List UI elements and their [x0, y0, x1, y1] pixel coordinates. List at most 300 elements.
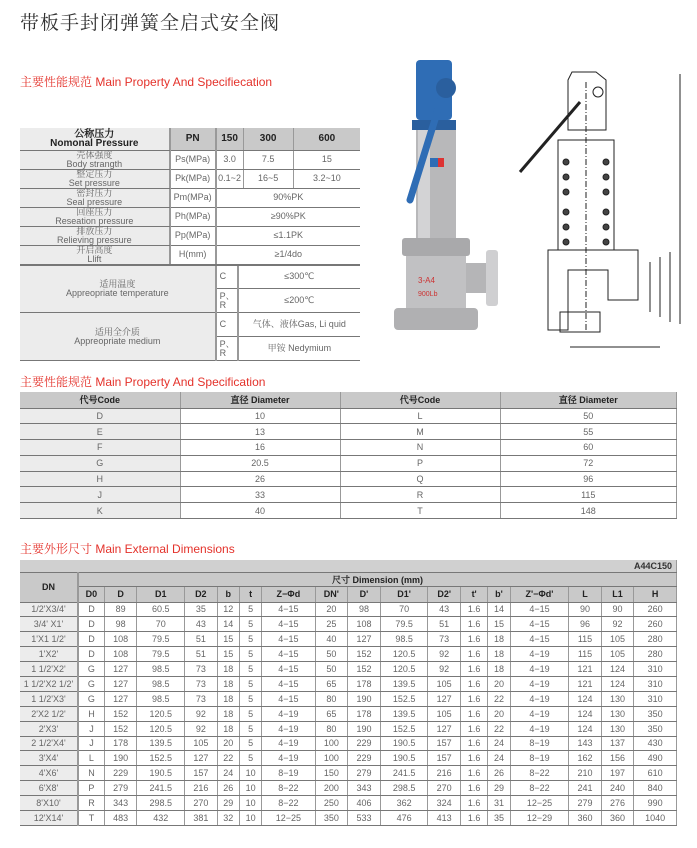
diameter-cell: 72: [500, 455, 677, 471]
dim-cell: 108: [104, 647, 137, 662]
row-label-en: Body strangth: [66, 158, 123, 169]
spec-row: [20, 188, 360, 207]
dimension-row: [20, 602, 677, 617]
dim-cell: 5: [239, 662, 261, 677]
dim-cell: 12−25: [262, 810, 315, 825]
dim-cell: 197: [601, 766, 634, 781]
dim-cell: 35: [185, 602, 218, 617]
dim-cell: 343: [348, 781, 381, 796]
dim-cell: 10: [239, 796, 261, 811]
dim-cell: 79.5: [137, 632, 185, 647]
dim-cell: 4−19: [262, 706, 315, 721]
dim-cell: 24: [217, 766, 239, 781]
header-diameter: 直径 Diameter: [500, 392, 677, 408]
dim-cell: 490: [634, 751, 677, 766]
dim-cell: 65: [315, 706, 348, 721]
dim-cell: 152: [104, 721, 137, 736]
dim-cell: 105: [428, 676, 461, 691]
dim-cell: 51: [185, 647, 218, 662]
row-unit: Ps(MPa): [170, 150, 216, 169]
dim-column-header: t': [460, 586, 487, 602]
dimension-row: [20, 736, 677, 751]
dim-cell: 14: [217, 617, 239, 632]
dim-cell: P: [78, 781, 104, 796]
dim-cell: 250: [315, 796, 348, 811]
dim-cell: 1.6: [460, 617, 487, 632]
dim-cell: 73: [428, 632, 461, 647]
drawing-cap: [568, 72, 606, 130]
diameter-row: [20, 408, 677, 424]
dim-cell: 124: [569, 706, 602, 721]
dn-cell: 1 1/2'X2 1/2': [20, 676, 78, 691]
dn-cell: 12'X14': [20, 810, 78, 825]
dimension-row: [20, 796, 677, 811]
dim-cell: 4−19: [510, 691, 569, 706]
row-value: 16~5: [243, 169, 293, 188]
row-value: ≤300℃: [238, 265, 360, 289]
row-label-en: Seal pressure: [66, 196, 123, 207]
dim-cell: 115: [569, 647, 602, 662]
dimension-row: [20, 721, 677, 736]
dim-cell: 1.6: [460, 751, 487, 766]
dn-cell: 2'X3': [20, 721, 78, 736]
code-cell: N: [340, 440, 500, 456]
row-value: 3.0: [216, 150, 243, 169]
dim-column-header: L1: [601, 586, 634, 602]
dim-cell: 156: [601, 751, 634, 766]
dim-cell: 190: [348, 691, 381, 706]
diameter-row: [20, 455, 677, 471]
dim-cell: 80: [315, 691, 348, 706]
dim-cell: 127: [185, 751, 218, 766]
dim-cell: 120.5: [137, 721, 185, 736]
dim-cell: 5: [239, 736, 261, 751]
row-value: 0.1~2: [216, 169, 243, 188]
dim-cell: 157: [428, 751, 461, 766]
dim-cell: 89: [104, 602, 137, 617]
dimension-row: [20, 676, 677, 691]
section-title-dims: 主要外形尺寸 Main External Dimensions: [20, 542, 235, 556]
dim-cell: 840: [634, 781, 677, 796]
dn-cell: 1'X1 1/2': [20, 632, 78, 647]
dim-column-header: D1: [137, 586, 185, 602]
drawing-lever: [520, 102, 580, 172]
dim-cell: 73: [185, 691, 218, 706]
dim-cell: 5: [239, 617, 261, 632]
dim-cell: 280: [634, 647, 677, 662]
dim-cell: 18: [217, 691, 239, 706]
dim-cell: 4−19: [510, 676, 569, 691]
dim-cell: 25: [315, 617, 348, 632]
dim-cell: 241: [569, 781, 602, 796]
header-code: 代号Code: [340, 392, 500, 408]
dim-cell: 8−22: [262, 781, 315, 796]
dim-cell: 350: [634, 721, 677, 736]
diameter-cell: 20.5: [180, 455, 340, 471]
dim-cell: 29: [217, 796, 239, 811]
dim-cell: 139.5: [137, 736, 185, 751]
drawing-inlet: [560, 312, 600, 332]
dim-cell: 10: [239, 766, 261, 781]
valve-technical-drawing: [510, 62, 690, 362]
row-sub: C: [216, 313, 238, 337]
dn-cell: 8'X10': [20, 796, 78, 811]
dn-cell: 2 1/2'X4': [20, 736, 78, 751]
spec-header-col: 150: [216, 128, 243, 150]
diameter-row: [20, 503, 677, 519]
dim-cell: 5: [239, 751, 261, 766]
dim-cell: 124: [569, 691, 602, 706]
dim-cell: 1.6: [460, 706, 487, 721]
diameter-cell: 10: [180, 408, 340, 424]
dim-cell: 381: [185, 810, 218, 825]
dim-column-header: D1': [380, 586, 428, 602]
dim-cell: 5: [239, 632, 261, 647]
dim-cell: 127: [428, 721, 461, 736]
dim-cell: 8−19: [510, 736, 569, 751]
dim-column-header: D2': [428, 586, 461, 602]
dim-cell: 24: [488, 751, 510, 766]
diameter-row: [20, 487, 677, 503]
dim-cell: T: [78, 810, 104, 825]
body-badge: 3-A4: [418, 276, 435, 285]
dim-cell: 260: [634, 617, 677, 632]
dim-cell: 152.5: [380, 721, 428, 736]
dimension-row: [20, 781, 677, 796]
header-label-cn: 公称压力: [74, 128, 115, 140]
header-label-en: Nomonal Pressure: [50, 137, 139, 149]
dim-cell: 120.5: [380, 647, 428, 662]
dim-cell: 18: [217, 706, 239, 721]
header-dimension-group: 尺寸 Dimension (mm): [78, 572, 677, 586]
code-cell: H: [20, 471, 180, 487]
dimension-row: [20, 766, 677, 781]
dim-cell: 4−15: [262, 662, 315, 677]
dim-cell: 4−15: [510, 602, 569, 617]
dim-cell: 115: [569, 632, 602, 647]
dim-cell: 990: [634, 796, 677, 811]
dim-cell: 229: [348, 736, 381, 751]
dim-cell: 483: [104, 810, 137, 825]
dim-cell: 4−15: [262, 691, 315, 706]
dn-cell: 1/2'X3/4': [20, 602, 78, 617]
dim-cell: 190.5: [137, 766, 185, 781]
dim-cell: 100: [315, 736, 348, 751]
dim-cell: 1.6: [460, 810, 487, 825]
dim-cell: 26: [217, 781, 239, 796]
dim-cell: 12−25: [510, 796, 569, 811]
dim-cell: 92: [428, 662, 461, 677]
dim-cell: 432: [137, 810, 185, 825]
dimension-row: [20, 632, 677, 647]
row-sub: C: [216, 265, 238, 289]
diameter-cell: 40: [180, 503, 340, 519]
dim-cell: 130: [601, 721, 634, 736]
dim-cell: 51: [428, 617, 461, 632]
spec-row: [20, 150, 360, 169]
dn-cell: 1 1/2'X2': [20, 662, 78, 677]
dim-column-header: Z−Φd: [262, 586, 315, 602]
spec-table: [20, 128, 360, 361]
dim-cell: D: [78, 602, 104, 617]
row-label-cn: 密封压力: [76, 187, 113, 198]
diameter-row: [20, 440, 677, 456]
dim-cell: 152.5: [380, 691, 428, 706]
dim-cell: 8−22: [262, 796, 315, 811]
dim-cell: 139.5: [380, 676, 428, 691]
dim-cell: 190.5: [380, 751, 428, 766]
dim-cell: 4−15: [262, 632, 315, 647]
row-unit: Pp(MPa): [170, 226, 216, 245]
dim-cell: 4−15: [510, 632, 569, 647]
dim-cell: 121: [569, 676, 602, 691]
dim-cell: 50: [315, 647, 348, 662]
dim-cell: 73: [185, 676, 218, 691]
row-value: ≤200℃: [238, 289, 360, 313]
row-label-cn: 开启高度: [76, 244, 113, 255]
spec-row: [20, 169, 360, 188]
dim-cell: 1.6: [460, 736, 487, 751]
dim-cell: 5: [239, 647, 261, 662]
dim-cell: 1.6: [460, 602, 487, 617]
dim-cell: 1.6: [460, 647, 487, 662]
spec-row: [20, 207, 360, 226]
dim-cell: 90: [601, 602, 634, 617]
dim-cell: 127: [348, 632, 381, 647]
row-label-en: Set pressure: [68, 177, 120, 188]
row-value: ≤1.1PK: [216, 226, 360, 245]
dim-cell: 130: [601, 691, 634, 706]
page-title: 带板手封闭弹簧全启式安全阀: [20, 13, 281, 34]
diameter-row: [20, 471, 677, 487]
dim-cell: 18: [488, 647, 510, 662]
dim-cell: 20: [488, 676, 510, 691]
dim-column-header: D: [104, 586, 137, 602]
dim-column-header: D0: [78, 586, 104, 602]
dim-cell: 310: [634, 691, 677, 706]
row-value: ≥1/4do: [216, 245, 360, 265]
dim-cell: 152: [104, 706, 137, 721]
dim-cell: 310: [634, 662, 677, 677]
dim-cell: 5: [239, 721, 261, 736]
row-value: 90%PK: [216, 188, 360, 207]
dim-cell: 105: [601, 632, 634, 647]
dim-cell: 32: [217, 810, 239, 825]
dim-cell: 4−19: [262, 751, 315, 766]
dim-cell: 20: [488, 706, 510, 721]
row-value: 7.5: [243, 150, 293, 169]
dim-cell: 127: [104, 691, 137, 706]
diameter-row: [20, 424, 677, 440]
dim-cell: 413: [428, 810, 461, 825]
dim-column-header: H: [634, 586, 677, 602]
dim-cell: 120.5: [380, 662, 428, 677]
dim-cell: 22: [488, 691, 510, 706]
dimensions-table: [20, 560, 677, 826]
spec-header-col: 300: [243, 128, 293, 150]
dim-cell: 5: [239, 706, 261, 721]
dim-cell: 1.6: [460, 691, 487, 706]
dim-cell: 1.6: [460, 721, 487, 736]
dim-cell: 121: [569, 662, 602, 677]
valve-product-image: [388, 58, 508, 338]
dim-cell: 1.6: [460, 662, 487, 677]
dim-cell: 229: [104, 766, 137, 781]
dim-cell: 18: [488, 662, 510, 677]
dn-cell: 6'X8': [20, 781, 78, 796]
dim-cell: 1.6: [460, 632, 487, 647]
row-value: 气体、液体Gas, Li quid: [238, 313, 360, 337]
dim-cell: 178: [104, 736, 137, 751]
dn-cell: 1'X2': [20, 647, 78, 662]
dn-cell: 3/4' X1': [20, 617, 78, 632]
dim-cell: G: [78, 662, 104, 677]
dim-cell: 127: [428, 691, 461, 706]
spec-row: [20, 226, 360, 245]
dim-cell: 150: [315, 766, 348, 781]
dim-cell: 98: [348, 602, 381, 617]
dim-cell: 92: [601, 617, 634, 632]
dim-column-header: DN': [315, 586, 348, 602]
diameter-header-row: [20, 392, 677, 408]
dim-cell: 98.5: [137, 691, 185, 706]
dim-cell: 8−19: [262, 766, 315, 781]
dim-cell: 98.5: [137, 662, 185, 677]
code-cell: G: [20, 455, 180, 471]
code-cell: F: [20, 440, 180, 456]
dim-cell: 124: [569, 721, 602, 736]
code-cell: L: [340, 408, 500, 424]
dim-cell: 4−19: [262, 736, 315, 751]
row-value: ≥90%PK: [216, 207, 360, 226]
dim-cell: L: [78, 751, 104, 766]
dim-column-header: t: [239, 586, 261, 602]
diameter-cell: 115: [500, 487, 677, 503]
dim-cell: 241.5: [380, 766, 428, 781]
dn-cell: 2'X2 1/2': [20, 706, 78, 721]
dim-cell: 65: [315, 676, 348, 691]
dim-cell: 15: [217, 632, 239, 647]
dim-cell: 92: [185, 706, 218, 721]
dim-cell: 298.5: [380, 781, 428, 796]
section-title-diameter: 主要性能规范 Main Property And Specification: [20, 375, 266, 389]
dim-cell: 4−15: [262, 602, 315, 617]
dim-cell: 279: [348, 766, 381, 781]
dim-cell: 24: [488, 736, 510, 751]
diameter-table: [20, 392, 677, 519]
dim-cell: 216: [185, 781, 218, 796]
dimension-row: [20, 810, 677, 825]
dim-cell: 12−29: [510, 810, 569, 825]
dim-cell: 162: [569, 751, 602, 766]
drawing-lever-pivot: [593, 87, 603, 97]
dim-cell: 152.5: [137, 751, 185, 766]
diameter-cell: 148: [500, 503, 677, 519]
diameter-cell: 50: [500, 408, 677, 424]
dim-cell: 98.5: [137, 676, 185, 691]
dim-cell: 143: [569, 736, 602, 751]
dim-cell: 14: [488, 602, 510, 617]
dim-cell: 276: [601, 796, 634, 811]
dim-cell: 127: [104, 676, 137, 691]
dim-cell: 270: [428, 781, 461, 796]
dimension-row: [20, 647, 677, 662]
dim-cell: 12: [217, 602, 239, 617]
row-value: 15: [293, 150, 360, 169]
dim-cell: 70: [137, 617, 185, 632]
dim-cell: 430: [634, 736, 677, 751]
dimension-row: [20, 691, 677, 706]
section-title-spec: 主要性能规范 Main Property And Specifiecation: [20, 75, 273, 89]
row-unit: Pk(MPa): [170, 169, 216, 188]
dim-cell: 51: [185, 632, 218, 647]
header-dn: DN: [20, 572, 78, 602]
dimension-row: [20, 617, 677, 632]
dim-cell: 152: [348, 647, 381, 662]
dimension-row: [20, 751, 677, 766]
dim-cell: H: [78, 706, 104, 721]
code-cell: T: [340, 503, 500, 519]
dim-cell: 310: [634, 676, 677, 691]
row-unit: Ph(MPa): [170, 207, 216, 226]
dim-cell: 22: [217, 751, 239, 766]
dim-cell: 1.6: [460, 676, 487, 691]
dim-cell: 20: [217, 736, 239, 751]
dim-cell: 190: [348, 721, 381, 736]
dim-cell: 124: [601, 662, 634, 677]
dim-cell: 18: [217, 721, 239, 736]
dim-cell: J: [78, 721, 104, 736]
dim-cell: 4−15: [262, 676, 315, 691]
row-label-cn: 整定压力: [76, 168, 113, 179]
dim-cell: 5: [239, 676, 261, 691]
dimension-row: [20, 706, 677, 721]
dim-cell: 79.5: [380, 617, 428, 632]
dim-cell: 298.5: [137, 796, 185, 811]
dim-column-header: D2: [185, 586, 218, 602]
dim-cell: 533: [348, 810, 381, 825]
dim-cell: D: [78, 632, 104, 647]
dim-cell: 90: [569, 602, 602, 617]
dim-cell: 139.5: [380, 706, 428, 721]
dim-cell: 8−22: [510, 766, 569, 781]
header-diameter: 直径 Diameter: [180, 392, 340, 408]
dim-cell: 190.5: [380, 736, 428, 751]
row-value: 甲铵 Nedymium: [238, 337, 360, 361]
row-value: 3.2~10: [293, 169, 360, 188]
dim-cell: 18: [217, 676, 239, 691]
dim-cell: 4−19: [510, 721, 569, 736]
dim-cell: 5: [239, 602, 261, 617]
row-sub: P、R: [216, 289, 238, 313]
dim-cell: 105: [601, 647, 634, 662]
diameter-cell: 55: [500, 424, 677, 440]
row-label-cn: 回座压力: [76, 206, 113, 217]
row-label-en: Appreopriate medium: [74, 335, 161, 346]
dim-cell: 279: [569, 796, 602, 811]
dim-cell: 120.5: [137, 706, 185, 721]
code-cell: D: [20, 408, 180, 424]
dim-cell: 406: [348, 796, 381, 811]
dim-cell: 360: [569, 810, 602, 825]
spec-header-unit: PN: [170, 128, 216, 150]
code-cell: P: [340, 455, 500, 471]
dim-cell: 98.5: [380, 632, 428, 647]
dim-cell: 200: [315, 781, 348, 796]
dim-cell: 241.5: [137, 781, 185, 796]
dim-cell: 216: [428, 766, 461, 781]
dn-cell: 1 1/2'X3': [20, 691, 78, 706]
